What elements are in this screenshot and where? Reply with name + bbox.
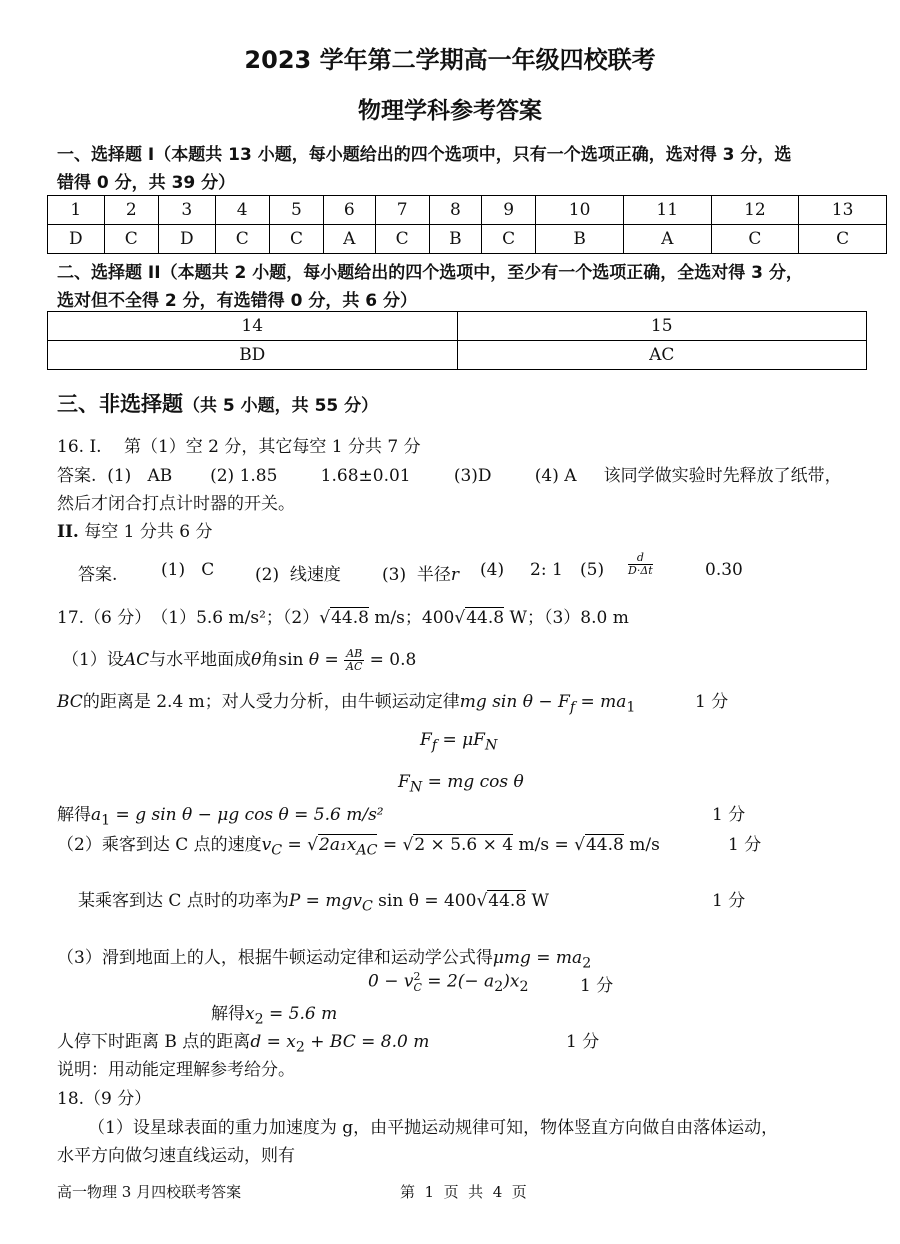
table-cell: C bbox=[104, 225, 158, 254]
section1-answer-table bbox=[47, 195, 887, 254]
text: （2）乘客到达 C 点的速度 bbox=[57, 835, 262, 855]
q16-answer-3 bbox=[382, 560, 459, 585]
text: m/s = bbox=[513, 835, 575, 855]
q16-answer-5-fraction bbox=[628, 552, 653, 577]
sqrt-sign: √ bbox=[402, 835, 414, 855]
subscript: 2 bbox=[295, 1039, 305, 1056]
section2-answer-table bbox=[47, 311, 867, 370]
q18-line1: 18.（9 分） bbox=[57, 1089, 152, 1109]
score: 1 分 bbox=[695, 692, 729, 712]
q17-step2-power bbox=[78, 886, 549, 914]
text: 人停下时距离 B 点的距离 bbox=[57, 1032, 251, 1052]
math-var: θ bbox=[251, 650, 262, 670]
q17-solve-a1 bbox=[57, 800, 384, 828]
table-cell: C bbox=[375, 225, 429, 254]
q17-step1 bbox=[62, 645, 416, 673]
fraction bbox=[344, 648, 364, 673]
math-expr: + BC = 8.0 m bbox=[304, 1032, 430, 1052]
superscript: 2 bbox=[413, 970, 421, 983]
table-cell: B bbox=[429, 225, 481, 254]
sqrt-sign: √ bbox=[476, 891, 488, 911]
q16-answer-6: 0.30 bbox=[705, 560, 743, 580]
sqrt-radicand: 44.8 bbox=[585, 835, 624, 855]
section1-answer-row bbox=[48, 225, 887, 254]
q16-line1: 16. I. 第（1）空 2 分，其它每空 1 分共 7 分 bbox=[57, 437, 421, 457]
text: 某乘客到达 C 点时的功率为 bbox=[78, 891, 289, 911]
sqrt-radicand: 44.8 bbox=[488, 891, 527, 911]
q16-part2-label: II. bbox=[57, 522, 79, 542]
math-var: a bbox=[91, 805, 102, 825]
math-expr: 2a₁x bbox=[319, 835, 357, 855]
section1-number-row bbox=[48, 196, 887, 225]
q16-answer-4-value: 2: 1 bbox=[530, 560, 563, 580]
score: 1 分 bbox=[712, 805, 746, 825]
q18-line2: （1）设星球表面的重力加速度为 g，由平抛运动规律可知，物体竖直方向做自由落体运动， bbox=[88, 1118, 779, 1138]
subscript: 1 bbox=[626, 699, 636, 716]
score: 1 分 bbox=[712, 891, 746, 911]
subscript: N bbox=[409, 779, 423, 796]
text: 与水平地面成 bbox=[149, 650, 252, 670]
q17-summary bbox=[57, 603, 629, 628]
table-cell: BD bbox=[48, 341, 458, 370]
q16-part2-text: 每空 1 分共 6 分 bbox=[78, 522, 213, 542]
q17-distance bbox=[57, 1027, 429, 1055]
sqrt-radicand: 2 × 5.6 × 4 bbox=[414, 835, 514, 855]
text: 解得 bbox=[57, 805, 91, 825]
math-expr: = mg cos θ bbox=[422, 772, 524, 792]
text: = bbox=[319, 650, 345, 670]
subscript: 2 bbox=[519, 978, 529, 995]
math-expr: 0 − v bbox=[368, 971, 414, 992]
fraction bbox=[628, 552, 653, 577]
subscript: N bbox=[484, 737, 498, 754]
fraction-denominator: AC bbox=[346, 660, 363, 673]
table-cell: 8 bbox=[429, 196, 481, 225]
q16-answer-5-label: (5) bbox=[580, 560, 605, 580]
q16-line2: 答案. (1) AB (2) 1.85 1.68±0.01 (3)D (4) A 该同学做实验时先释放了纸带， bbox=[57, 466, 842, 486]
section3-heading bbox=[57, 388, 378, 418]
sqrt-radicand: 44.8 bbox=[466, 608, 505, 628]
table-cell: 5 bbox=[269, 196, 323, 225]
subscript: f bbox=[431, 737, 438, 754]
math-var: θ bbox=[308, 650, 320, 670]
fraction-numerator: AB bbox=[346, 647, 363, 660]
table-cell: C bbox=[269, 225, 323, 254]
math-expr: μmg = ma bbox=[492, 948, 583, 968]
math-expr: = ma bbox=[575, 692, 627, 712]
table-cell: AC bbox=[457, 341, 867, 370]
q17-step3 bbox=[57, 943, 591, 971]
footer-left: 高一物理 3 月四校联考答案 bbox=[57, 1183, 242, 1201]
math-expr: = 2(− a bbox=[421, 971, 495, 992]
subscript: 2 bbox=[582, 955, 592, 972]
table-cell: C bbox=[482, 225, 536, 254]
subscript: AC bbox=[356, 842, 378, 859]
q16-line3: 然后才闭合打点计时器的开关。 bbox=[57, 494, 295, 514]
text: = 0.8 bbox=[364, 650, 417, 670]
q16-answer-4-label: (4) bbox=[480, 560, 505, 580]
q17-step3-kinematics bbox=[368, 971, 528, 995]
math-var: F bbox=[420, 730, 432, 750]
math-expr: = g sin θ − μg cos θ = 5.6 m/s² bbox=[110, 805, 384, 825]
sqrt-radicand bbox=[318, 834, 378, 859]
text: 的距离是 2.4 m；对人受力分析，由牛顿运动定律 bbox=[82, 692, 460, 712]
math-var: v bbox=[261, 835, 272, 855]
table-cell: 2 bbox=[104, 196, 158, 225]
sqrt-radicand: 44.8 bbox=[331, 608, 369, 628]
text: 角sin bbox=[261, 650, 309, 670]
math-expr: P = mgv bbox=[288, 891, 362, 911]
sqrt-sign: √ bbox=[574, 835, 585, 855]
table-cell: C bbox=[215, 225, 269, 254]
sup-sub-pair bbox=[413, 971, 421, 993]
table-cell: 12 bbox=[711, 196, 799, 225]
math-expr: mg sin θ − F bbox=[459, 692, 570, 712]
section2-heading-line2: 选对但不全得 2 分，有选错得 0 分，共 6 分） bbox=[57, 291, 417, 311]
table-cell: 6 bbox=[324, 196, 375, 225]
subscript: C bbox=[271, 842, 283, 859]
fraction-numerator: d bbox=[628, 552, 653, 565]
q16-answer-3-label: (3) 半径 bbox=[382, 565, 451, 585]
q16-answer-3-var: r bbox=[450, 565, 460, 585]
q17-summary-a: 17.（6 分） （1）5.6 m/s²；（2） bbox=[57, 608, 320, 628]
table-cell: 4 bbox=[215, 196, 269, 225]
math-expr: d = x bbox=[250, 1032, 296, 1052]
score: 1 分 bbox=[566, 1032, 600, 1052]
page-title: 2023 学年第二学期高一年级四校联考 bbox=[244, 46, 656, 74]
sqrt-sign: √ bbox=[454, 608, 466, 628]
math-expr: = μF bbox=[437, 730, 485, 750]
table-cell: 13 bbox=[799, 196, 887, 225]
table-cell: C bbox=[711, 225, 799, 254]
subscript: 2 bbox=[494, 978, 504, 995]
section3-heading-note: （共 5 小题，共 55 分） bbox=[183, 396, 379, 416]
q16-part2-heading bbox=[57, 517, 212, 542]
table-cell: 7 bbox=[375, 196, 429, 225]
footer-page-number: 第 1 页 共 4 页 bbox=[400, 1183, 527, 1201]
subscript: 1 bbox=[101, 812, 111, 829]
q16-ans-prefix: 答案. bbox=[78, 565, 118, 585]
math-var: F bbox=[398, 772, 410, 792]
table-cell: A bbox=[623, 225, 711, 254]
table-cell: 15 bbox=[457, 312, 867, 341]
q17-summary-b: m/s；400 bbox=[368, 608, 455, 628]
section3-heading-main: 三、非选择题 bbox=[57, 392, 183, 416]
text: 解得 bbox=[211, 1004, 245, 1024]
q18-line3: 水平方向做匀速直线运动，则有 bbox=[57, 1146, 295, 1166]
table-cell: C bbox=[799, 225, 887, 254]
section2-answer-row bbox=[48, 341, 867, 370]
section2-heading-line1: 二、选择题 II（本题共 2 小题，每小题给出的四个选项中，至少有一个选项正确，全选对得 3 分， bbox=[57, 263, 803, 283]
subscript: 2 bbox=[254, 1011, 264, 1028]
sqrt-sign: √ bbox=[319, 608, 331, 628]
q17-eq-friction bbox=[420, 730, 497, 753]
section1-heading-line1: 一、选择题 I（本题共 13 小题，每小题给出的四个选项中，只有一个选项正确，选对得 3 分，选 bbox=[57, 145, 792, 165]
text: = bbox=[282, 835, 308, 855]
page-subtitle: 物理学科参考答案 bbox=[358, 98, 542, 124]
text: W bbox=[526, 891, 550, 911]
math-var: AC bbox=[123, 650, 150, 670]
text: m/s bbox=[623, 835, 660, 855]
text: （3）滑到地面上的人，根据牛顿运动定律和运动学公式得 bbox=[57, 948, 493, 968]
score: 1 分 bbox=[728, 835, 762, 855]
subscript: C bbox=[413, 981, 422, 994]
q16-answer-2: (2) 线速度 bbox=[255, 565, 341, 585]
table-cell: 1 bbox=[48, 196, 105, 225]
table-cell: 14 bbox=[48, 312, 458, 341]
math-expr: )x bbox=[503, 971, 520, 992]
table-cell: 11 bbox=[623, 196, 711, 225]
q17-step1-force bbox=[57, 687, 635, 715]
table-cell: 9 bbox=[482, 196, 536, 225]
text: （1）设 bbox=[62, 650, 124, 670]
table-cell: 10 bbox=[536, 196, 624, 225]
table-cell: A bbox=[324, 225, 375, 254]
math-var: x bbox=[245, 1004, 255, 1024]
q17-step2-velocity bbox=[57, 830, 660, 858]
math-var: BC bbox=[57, 692, 83, 712]
q17-note: 说明：用动能定理解参考给分。 bbox=[57, 1060, 295, 1080]
math-expr: = 5.6 m bbox=[263, 1004, 338, 1024]
q16-answer-1: (1) C bbox=[161, 560, 215, 580]
score: 1 分 bbox=[580, 976, 614, 996]
subscript: C bbox=[361, 898, 373, 915]
fraction-denominator: D·Δt bbox=[628, 564, 653, 577]
table-cell: D bbox=[48, 225, 105, 254]
q17-summary-c: W；（3）8.0 m bbox=[504, 608, 629, 628]
table-cell: B bbox=[536, 225, 624, 254]
table-cell: D bbox=[158, 225, 215, 254]
section2-number-row bbox=[48, 312, 867, 341]
subscript: f bbox=[569, 699, 576, 716]
table-cell: 3 bbox=[158, 196, 215, 225]
text: = bbox=[377, 835, 403, 855]
sqrt-sign: √ bbox=[307, 835, 318, 855]
q17-eq-normal bbox=[398, 772, 524, 795]
section1-heading-line2: 错得 0 分，共 39 分） bbox=[57, 173, 236, 193]
q17-solve-x2 bbox=[211, 999, 337, 1027]
math-expr: sin θ = 400 bbox=[372, 891, 477, 911]
